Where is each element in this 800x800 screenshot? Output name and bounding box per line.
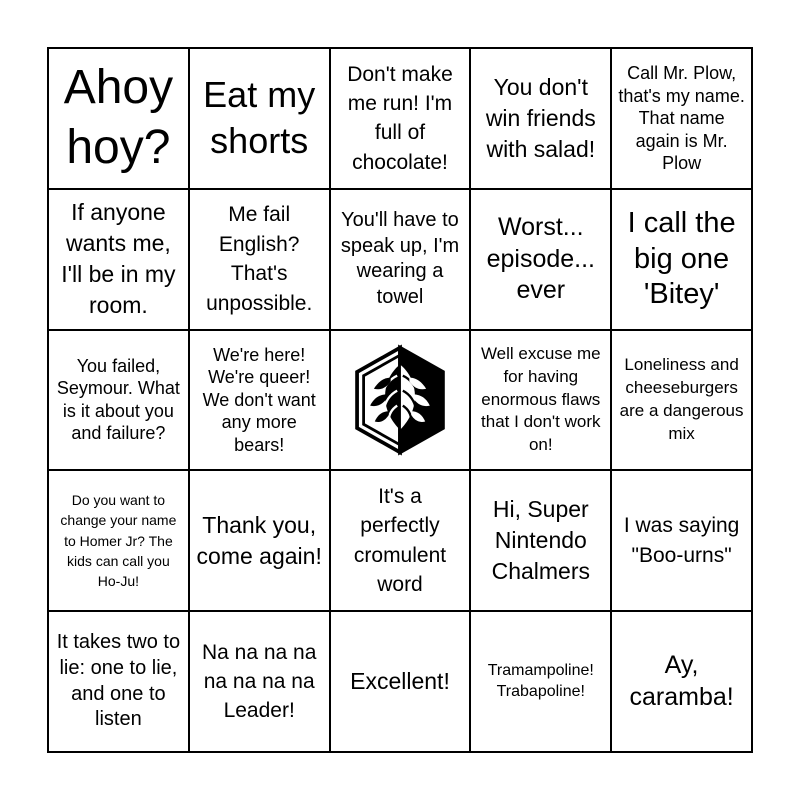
cell-text: Thank you, come again! <box>196 511 322 569</box>
cell-text: Well excuse me for having enormous flaws that I don't work on! <box>480 343 601 455</box>
bingo-cell[interactable] <box>189 189 330 330</box>
bingo-board <box>47 47 753 753</box>
cell-text: Eat my shorts <box>203 73 316 162</box>
bingo-cell[interactable] <box>611 330 752 471</box>
bingo-cell[interactable] <box>470 611 611 752</box>
cell-text: If anyone wants me, I'll be in my room. <box>61 199 176 319</box>
cell-text: Worst... episode... ever <box>486 213 595 304</box>
cell-text: We're here! We're queer! We don't want any more bears! <box>202 344 316 455</box>
bingo-cell[interactable] <box>48 611 189 752</box>
cell-text: Ay, caramba! <box>629 651 734 711</box>
cell-text: Hi, Super Nintendo Chalmers <box>491 496 590 585</box>
cell-text: Don't make me run! I'm full of chocolate! <box>347 62 453 174</box>
cell-text: I was saying "Boo-urns" <box>623 514 740 567</box>
cell-text: Na na na na na na na na Leader! <box>201 640 317 723</box>
cell-text: You failed, Seymour. What is it about you and failure? <box>56 355 180 444</box>
hexagon-leaf-logo-icon <box>344 344 456 456</box>
cell-text: Me fail English? That's unpossible. <box>206 203 313 315</box>
bingo-cell[interactable] <box>330 189 471 330</box>
bingo-cell[interactable] <box>611 611 752 752</box>
bingo-cell[interactable] <box>189 611 330 752</box>
bingo-cell[interactable] <box>470 330 611 471</box>
free-space[interactable] <box>330 330 471 471</box>
cell-text: I call the big one 'Bitey' <box>627 207 736 310</box>
bingo-cell[interactable] <box>470 189 611 330</box>
cell-text: Loneliness and cheeseburgers are a dangerous mix <box>619 355 744 443</box>
cell-text: Tramampoline! Trabapoline! <box>487 661 594 700</box>
cell-text: Call Mr. Plow, that's my name. That name again is Mr. Plow <box>618 63 745 174</box>
bingo-cell[interactable] <box>48 330 189 471</box>
cell-text: It's a perfectly cromulent word <box>353 485 447 597</box>
cell-text: Excellent! <box>350 668 450 695</box>
bingo-cell[interactable] <box>189 48 330 189</box>
bingo-cell[interactable] <box>48 48 189 189</box>
bingo-cell[interactable] <box>48 470 189 611</box>
bingo-cell[interactable] <box>611 470 752 611</box>
cell-text: Ahoy hoy? <box>63 61 174 175</box>
bingo-cell[interactable] <box>330 48 471 189</box>
cell-text: It takes two to lie: one to lie, and one to listen <box>56 631 181 731</box>
bingo-cell[interactable] <box>189 470 330 611</box>
bingo-cell[interactable] <box>330 611 471 752</box>
bingo-cell[interactable] <box>470 48 611 189</box>
bingo-cell[interactable] <box>189 330 330 471</box>
bingo-cell[interactable] <box>611 48 752 189</box>
bingo-cell[interactable] <box>470 470 611 611</box>
bingo-cell[interactable] <box>330 470 471 611</box>
bingo-cell[interactable] <box>611 189 752 330</box>
cell-text: You don't win friends with salad! <box>485 73 596 162</box>
cell-text: Do you want to change your name to Homer Jr? The kids can call you Ho-Ju! <box>60 492 177 590</box>
cell-text: You'll have to speak up, I'm wearing a towel <box>340 209 460 308</box>
bingo-cell[interactable] <box>48 189 189 330</box>
